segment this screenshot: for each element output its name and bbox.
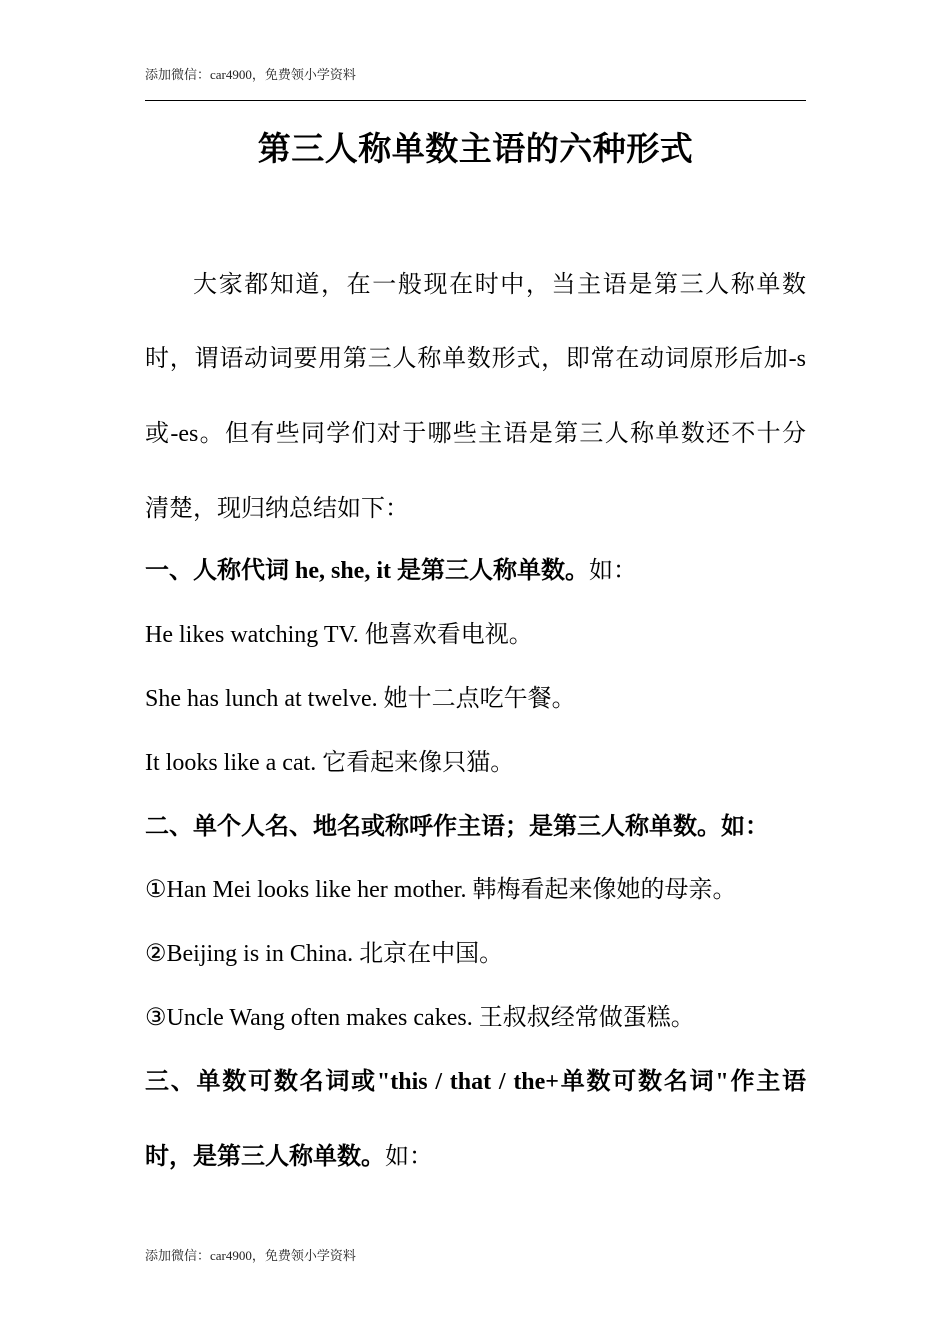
section-3-heading-line-2 — [145, 1140, 806, 1174]
document-title: 第三人称单数主语的六种形式 — [257, 132, 694, 168]
page-header: 添加微信：car4900，免费领小学资料 — [145, 67, 356, 82]
intro-line-3: 或-es。但有些同学们对于哪些主语是第三人称单数还不十分 — [145, 421, 806, 447]
section-3-heading-bold: 时，是第三人称单数。 — [145, 1144, 385, 1170]
intro-line-2: 时，谓语动词要用第三人称单数形式，即常在动词原形后加-s — [145, 346, 806, 372]
intro-line-1: 大家都知道，在一般现在时中，当主语是第三人称单数 — [193, 272, 806, 298]
section-1-example-1: He likes watching TV. 他喜欢看电视。 — [145, 622, 533, 648]
section-2-example-3: ③Uncle Wang often makes cakes. 王叔叔经常做蛋糕。 — [145, 1005, 695, 1031]
section-1-example-2: She has lunch at twelve. 她十二点吃午餐。 — [145, 686, 576, 712]
section-1-heading-tail: 如： — [589, 558, 637, 584]
section-1-example-3: It looks like a cat. 它看起来像只猫。 — [145, 750, 515, 776]
section-3-heading-tail: 如： — [385, 1144, 433, 1170]
header-divider — [145, 100, 806, 101]
section-2-example-2: ②Beijing is in China. 北京在中国。 — [145, 941, 504, 967]
page-footer: 添加微信：car4900，免费领小学资料 — [145, 1248, 356, 1263]
section-1-heading-bold: 一、人称代词 he, she, it 是第三人称单数。 — [145, 558, 589, 584]
section-2-heading: 二、单个人名、地名或称呼作主语；是第三人称单数。如： — [145, 814, 769, 840]
section-2-example-1: ①Han Mei looks like her mother. 韩梅看起来像她的母亲。 — [145, 877, 737, 903]
intro-line-4: 清楚，现归纳总结如下： — [145, 496, 409, 522]
section-1-heading — [145, 554, 806, 588]
section-3-heading-line-1: 三、单数可数名词或"this / that / the+单数可数名词"作主语 — [145, 1069, 806, 1095]
